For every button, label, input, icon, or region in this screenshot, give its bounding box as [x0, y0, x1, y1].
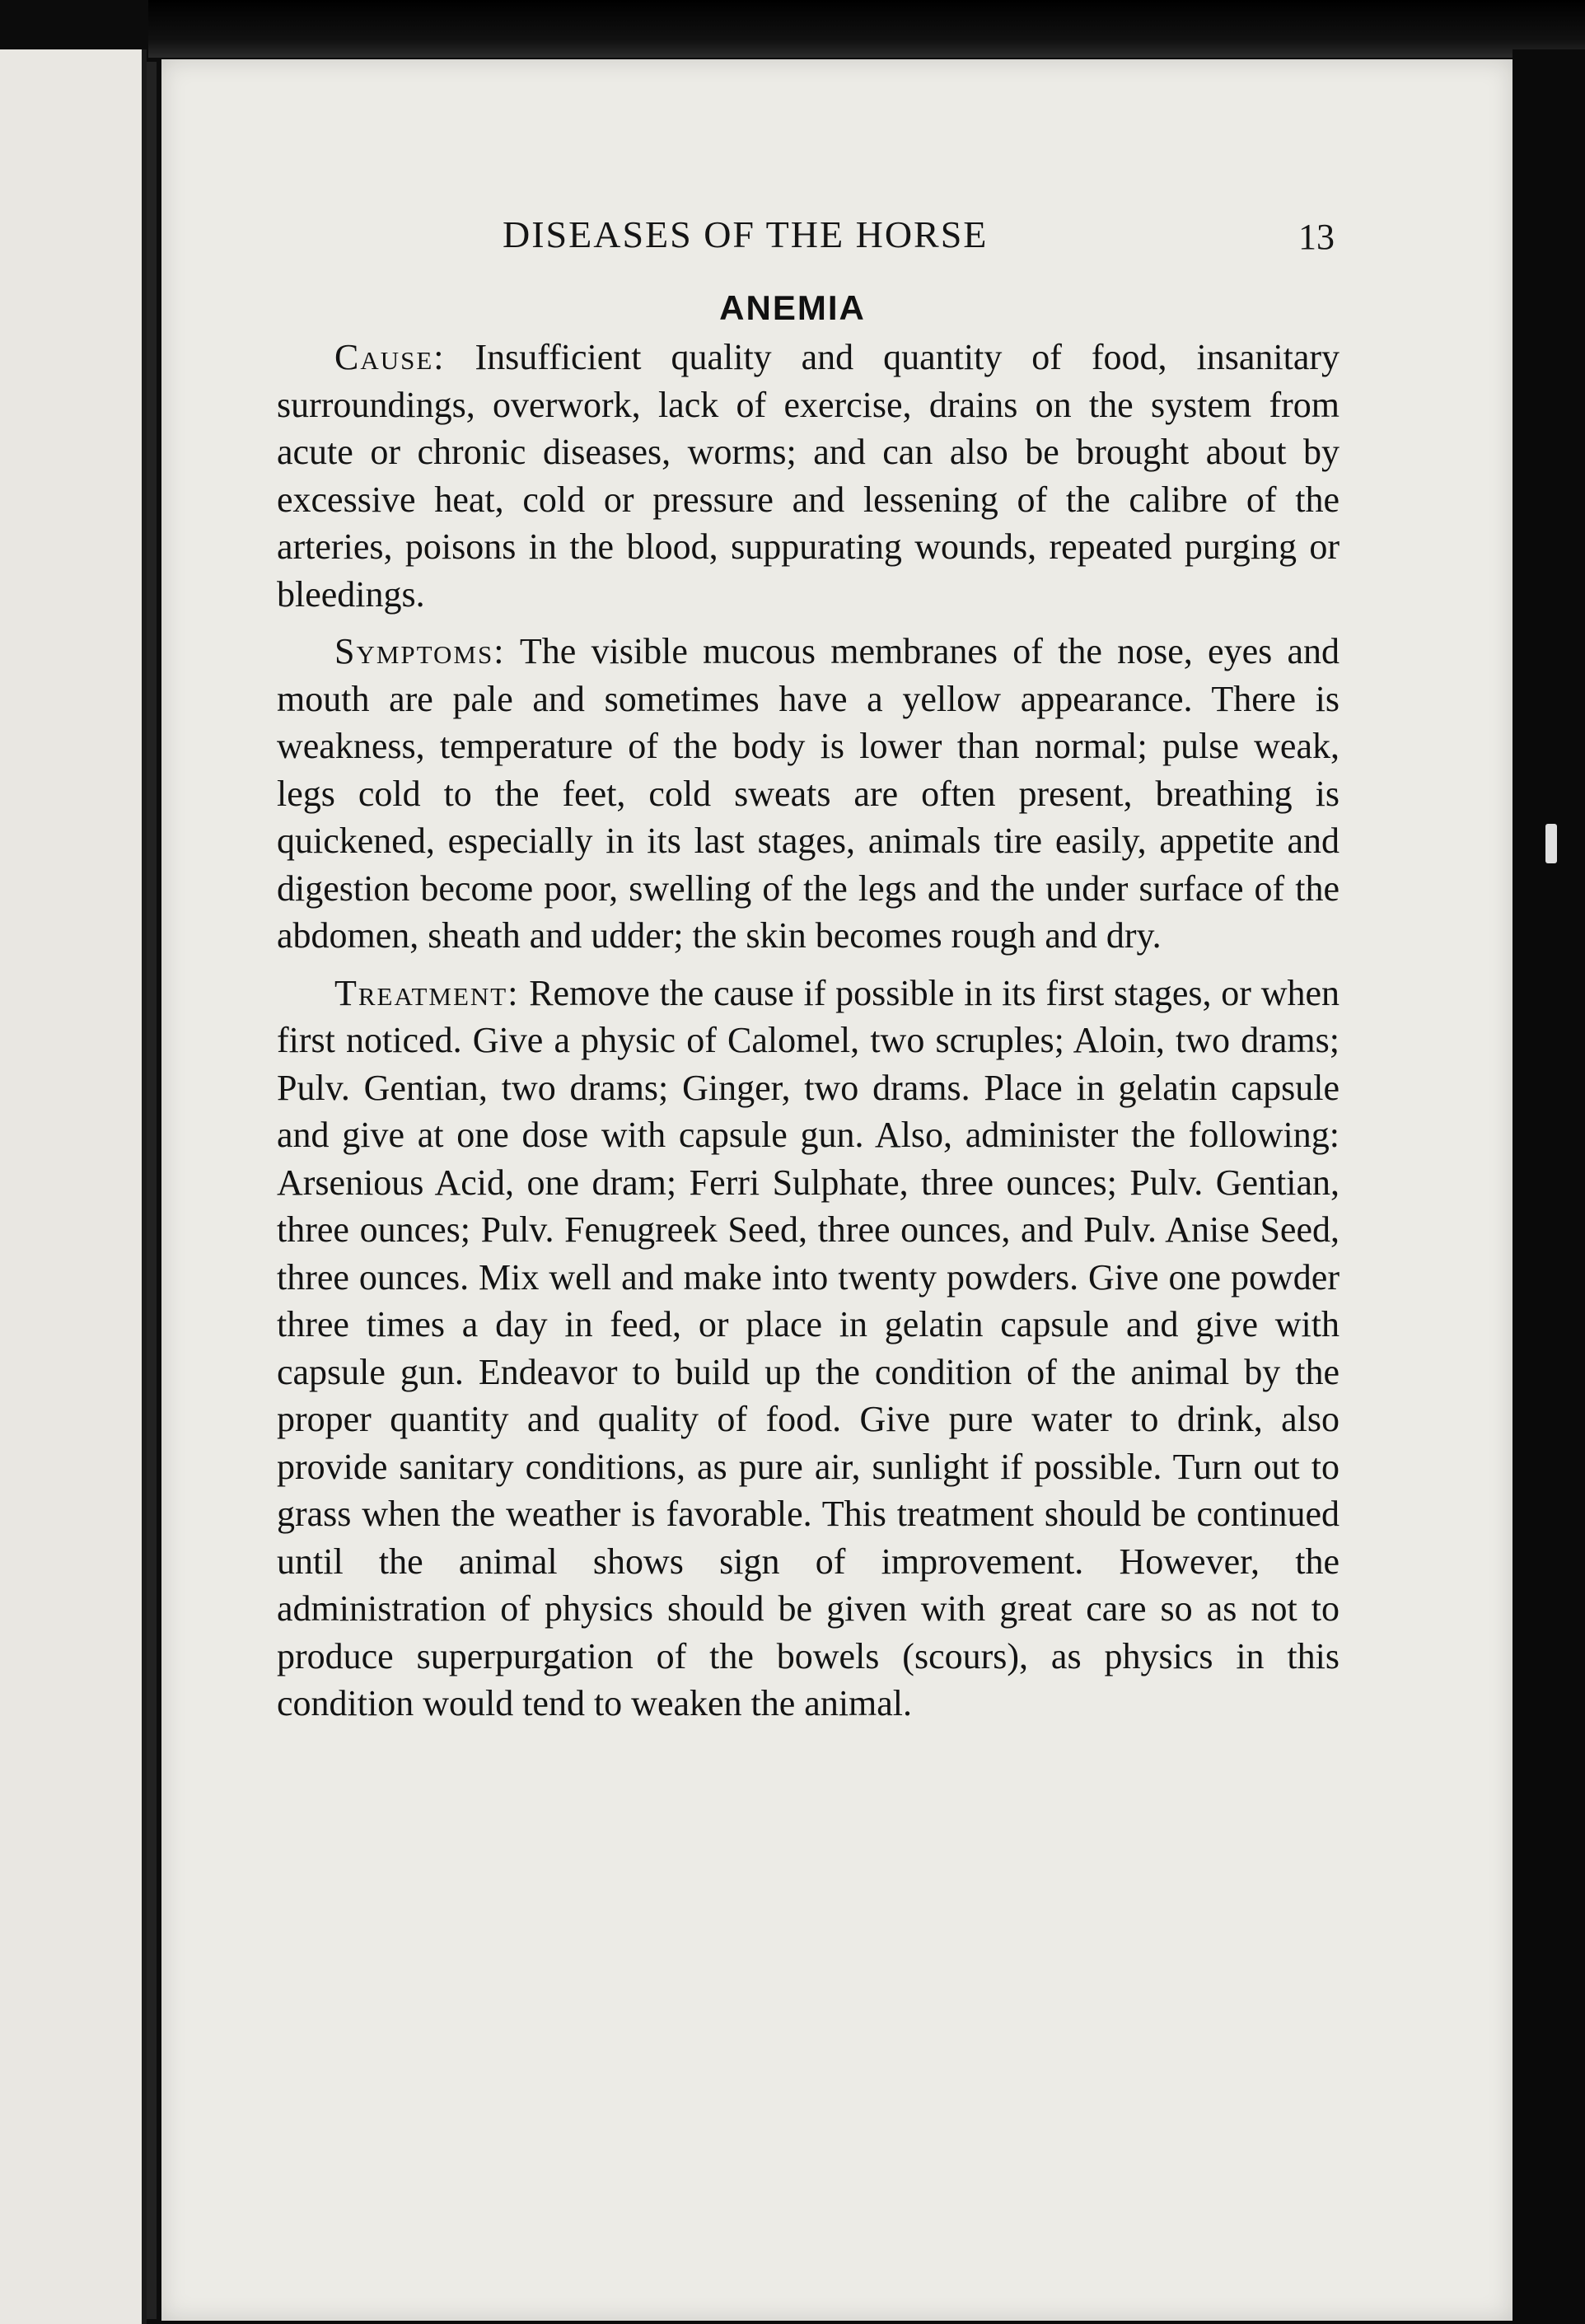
page-gutter-line: [147, 62, 157, 2319]
article-body: [277, 334, 1340, 1737]
paragraph-text: Remove the cause if possible in its first stages, or when first noticed. Give a physic of Calomel, two scruples; Aloin, two drams; Pulv. Gentian, two drams; Ginger, two drams. Place in gelatin capsule and give at one dose with capsule gun. Also, administer the following: Arsenious Acid, one dram; Ferri Sulphate, three ounces; Pulv. Gentian, three ounces; Pulv. Fenugreek Seed, three ounces, and Pulv. Anise Seed, three ounces. Mix well and make into twenty powders. Give one powder three times a day in feed, or place in gelatin capsule and give with capsule gun. Endeavor to build up the condition of the animal by the proper quantity and quality of food. Give pure water to drink, also provide sanitary conditions, as pure air, sunlight if possible. Turn out to grass when the weather is favorable. This treatment should be continued until the animal shows sign of improvement. However, the administration of physics should be given with great care so as not to produce superpurgation of the bowels (scours), as physics in this condition would tend to weaken the animal.: [277, 972, 1340, 1723]
facing-page-edge: [0, 49, 147, 2324]
scan-top-border: [148, 0, 1585, 58]
paragraph-treatment: [277, 970, 1340, 1728]
paragraph-lead: Cause:: [334, 337, 446, 377]
paragraph-symptoms: [277, 628, 1340, 960]
scan-right-border: [1513, 49, 1585, 2324]
article-title: ANEMIA: [719, 288, 866, 327]
paragraph-lead: Treatment:: [334, 972, 520, 1013]
running-header: DISEASES OF THE HORSE: [503, 213, 989, 255]
paragraph-text: Insufficient quality and quantity of food, insanitary surroundings, overwork, lack of exercise, drains on the system from acute or chronic diseases, worms; and can also be brought about by excessive heat, cold or pressure and lessening of the calibre of the arteries, poisons in the blood, suppurating wounds, repeated purging or bleedings.: [277, 337, 1340, 615]
paragraph-lead: Symptoms:: [334, 631, 506, 671]
scan-artifact-mark: [1545, 824, 1557, 863]
paragraph-cause: [277, 334, 1340, 618]
paragraph-text: The visible mucous membranes of the nose, eyes and mouth are pale and sometimes have a yellow appearance. There is weakness, temperature of the body is lower than normal; pulse weak, legs cold to the feet, cold sweats are often present, breathing is quickened, especially in its last stages, animals tire easily, appetite and digestion become poor, swelling of the legs and the under surface of the abdomen, sheath and udder; the skin becomes rough and dry.: [277, 631, 1340, 956]
page-number: 13: [1298, 217, 1335, 257]
